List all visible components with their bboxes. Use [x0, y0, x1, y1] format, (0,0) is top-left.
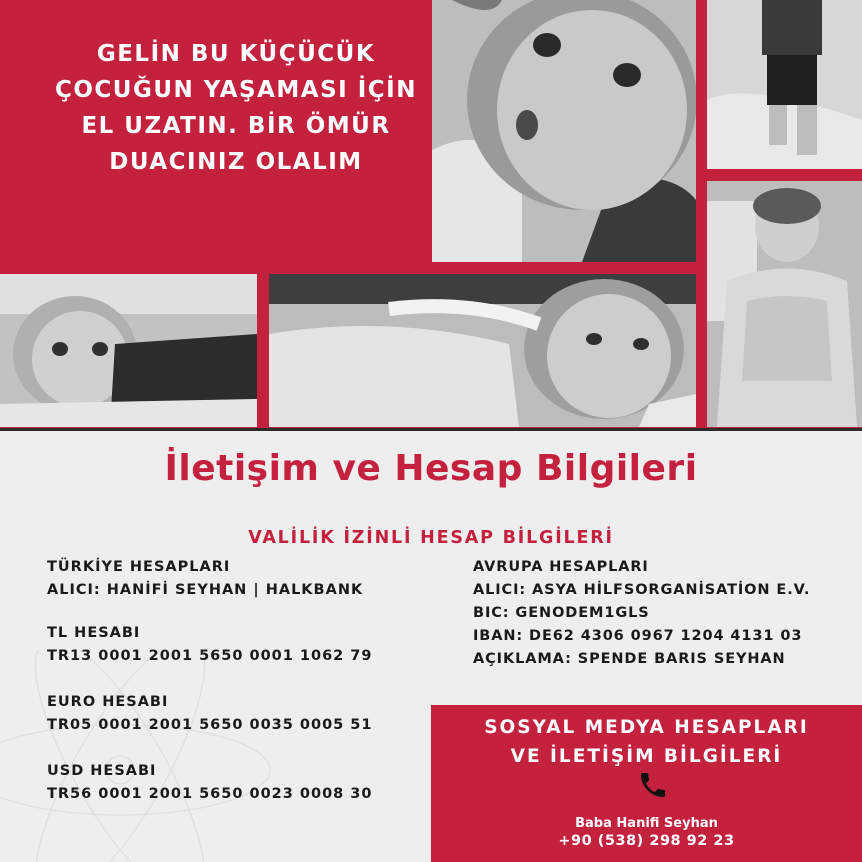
tl-iban: TR13 0001 2001 5650 0001 1062 79	[47, 648, 373, 664]
divider	[0, 428, 862, 431]
child-photo-smiling	[707, 181, 862, 427]
usd-iban: TR56 0001 2001 5650 0023 0008 30	[47, 786, 373, 802]
appeal-headline: GELİN BU KÜÇÜCÜK ÇOCUĞUN YAŞAMASI İÇİN EL UZATIN. BİR ÖMÜR DUACINIZ OLALIM	[55, 41, 417, 175]
contact-phone: +90 (538) 298 92 23	[558, 833, 735, 849]
turkey-recipient: ALICI: HANİFİ SEYHAN | HALKBANK	[47, 582, 364, 598]
usd-label: USD HESABI	[47, 763, 157, 779]
europe-heading: AVRUPA HESAPLARI	[473, 559, 649, 575]
euro-iban: TR05 0001 2001 5650 0035 0005 51	[47, 717, 373, 733]
child-photo-lying	[0, 274, 257, 427]
turkey-heading: TÜRKİYE HESAPLARI	[47, 559, 231, 575]
page-title: İletişim ve Hesap Bilgileri	[164, 448, 698, 489]
social-contact-box	[431, 705, 862, 862]
child-photo-breathing-tube	[269, 274, 696, 427]
euro-label: EURO HESABI	[47, 694, 169, 710]
phone-icon	[637, 769, 669, 801]
tl-label: TL HESABI	[47, 625, 141, 641]
europe-bic: BIC: GENODEM1GLS	[473, 605, 650, 621]
europe-description: AÇIKLAMA: SPENDE BARIS SEYHAN	[473, 651, 786, 667]
europe-recipient: ALICI: ASYA HİLFSORGANİSATİON E.V.	[473, 582, 811, 598]
europe-iban: IBAN: DE62 4306 0967 1204 4131 03	[473, 628, 803, 644]
page-subtitle: VALİLİK İZİNLİ HESAP BİLGİLERİ	[248, 528, 614, 548]
turkey-accounts	[47, 556, 372, 806]
child-photo-closeup	[432, 0, 696, 262]
contact-name: Baba Hanifi Seyhan	[575, 816, 718, 831]
social-title: SOSYAL MEDYA HESAPLARI VE İLETİŞİM BİLGİLERİ	[484, 717, 809, 767]
europe-accounts	[473, 556, 810, 671]
child-photo-bed	[707, 0, 862, 169]
